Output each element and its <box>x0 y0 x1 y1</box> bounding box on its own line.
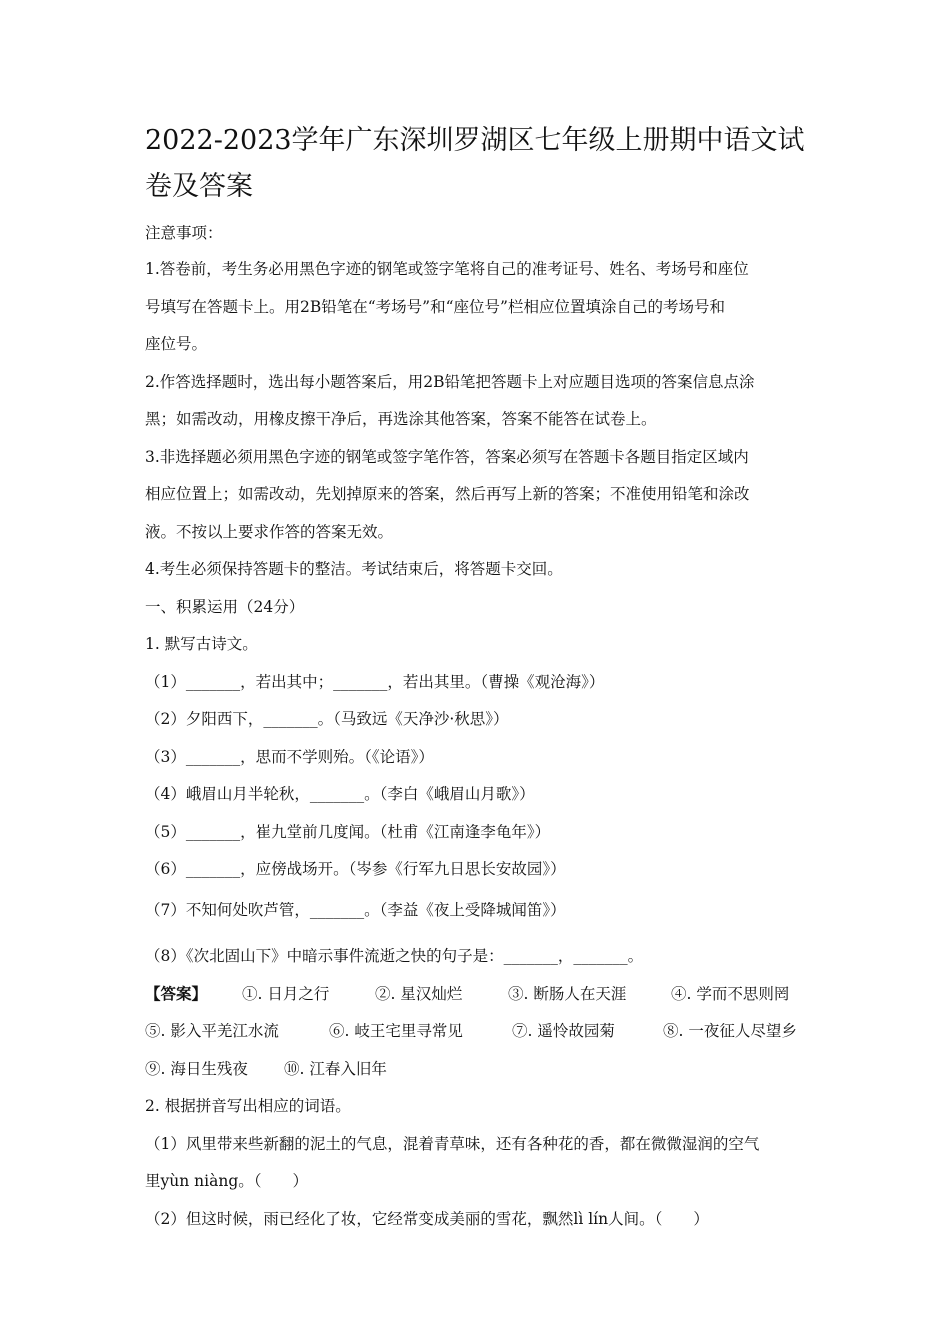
notice-line-2: 号填写在答题卡上。用2B铅笔在“考场号”和“座位号”栏相应位置填涂自己的考场号和 <box>145 298 725 316</box>
section-heading: 一、积累运用（24分） <box>145 598 305 616</box>
question-1-stem: 1. 默写古诗文。 <box>145 635 258 653</box>
answer-item: ⑦. 遥怜故园菊 <box>512 1022 615 1040</box>
question-1-item-3: （3）_______，思而不学则殆。（《论语》） <box>145 748 434 766</box>
notice-line-3: 座位号。 <box>145 335 208 353</box>
answer-item: ⑧. 一夜征人尽望乡 <box>663 1022 797 1040</box>
answer-label: 【答案】 <box>145 984 208 1003</box>
answer-item: ⑨. 海日生残夜 <box>145 1060 248 1078</box>
notice-line-7: 相应位置上；如需改动，先划掉原来的答案，然后再写上新的答案；不准使用铅笔和涂改 <box>145 485 750 503</box>
question-1-item-8: （8）《次北固山下》中暗示事件流逝之快的句子是：_______，_______。 <box>145 947 644 965</box>
answer-item: ⑥. 岐王宅里寻常见 <box>329 1022 463 1040</box>
notice-line-1: 1.答卷前，考生务必用黑色字迹的钢笔或签字笔将自己的准考证号、姓名、考场号和座位 <box>145 260 749 278</box>
answer-item: ⑤. 影入平羌江水流 <box>145 1022 279 1040</box>
question-2-item-1-line-2: 里yùn niàng。（ ） <box>145 1172 308 1190</box>
question-1-item-4: （4）峨眉山月半轮秋，_______。（李白《峨眉山月歌》） <box>145 785 535 803</box>
answer-item: ④. 学而不思则罔 <box>671 985 790 1003</box>
answer-row-1 <box>145 983 790 1005</box>
notice-line-5: 黑；如需改动，用橡皮擦干净后，再选涂其他答案，答案不能答在试卷上。 <box>145 410 657 428</box>
document-title: 2022-2023学年广东深圳罗湖区七年级上册期中语文试卷及答案 <box>145 125 805 202</box>
notice-line-9: 4.考生必须保持答题卡的整洁。考试结束后，将答题卡交回。 <box>145 560 563 578</box>
answer-item: ①. 日月之行 <box>242 985 330 1003</box>
answer-item: ⑩. 江春入旧年 <box>284 1060 387 1078</box>
notice-line-6: 3.非选择题必须用黑色字迹的钢笔或签字笔作答，答案必须写在答题卡各题目指定区域内 <box>145 448 749 466</box>
question-1-item-2: （2）夕阳西下，_______。（马致远《天净沙·秋思》） <box>145 710 509 728</box>
question-1-item-5: （5）_______，崔九堂前几度闻。（杜甫《江南逢李龟年》） <box>145 823 551 841</box>
question-2-stem: 2. 根据拼音写出相应的词语。 <box>145 1097 351 1115</box>
answer-item: ③. 断肠人在天涯 <box>508 985 627 1003</box>
notice-heading: 注意事项： <box>145 224 223 242</box>
question-1-item-6: （6）_______，应傍战场开。（岑参《行军九日思长安故园》） <box>145 860 566 878</box>
question-2-item-1-line-1: （1）风里带来些新翻的泥土的气息，混着青草味，还有各种花的香，都在微微湿润的空气 <box>145 1135 760 1153</box>
notice-line-4: 2.作答选择题时，选出每小题答案后，用2B铅笔把答题卡上对应题目选项的答案信息点涂 <box>145 373 755 391</box>
notice-line-8: 液。不按以上要求作答的答案无效。 <box>145 523 394 541</box>
answer-item: ②. 星汉灿烂 <box>375 985 463 1003</box>
question-1-item-7: （7）不知何处吹芦管，_______。（李益《夜上受降城闻笛》） <box>145 901 566 919</box>
question-2-item-2: （2）但这时候，雨已经化了妆，它经常变成美丽的雪花，飘然lì lín人间。（ ） <box>145 1210 709 1228</box>
question-1-item-1: （1）_______，若出其中；_______，若出其里。（曹操《观沧海》） <box>145 673 605 691</box>
